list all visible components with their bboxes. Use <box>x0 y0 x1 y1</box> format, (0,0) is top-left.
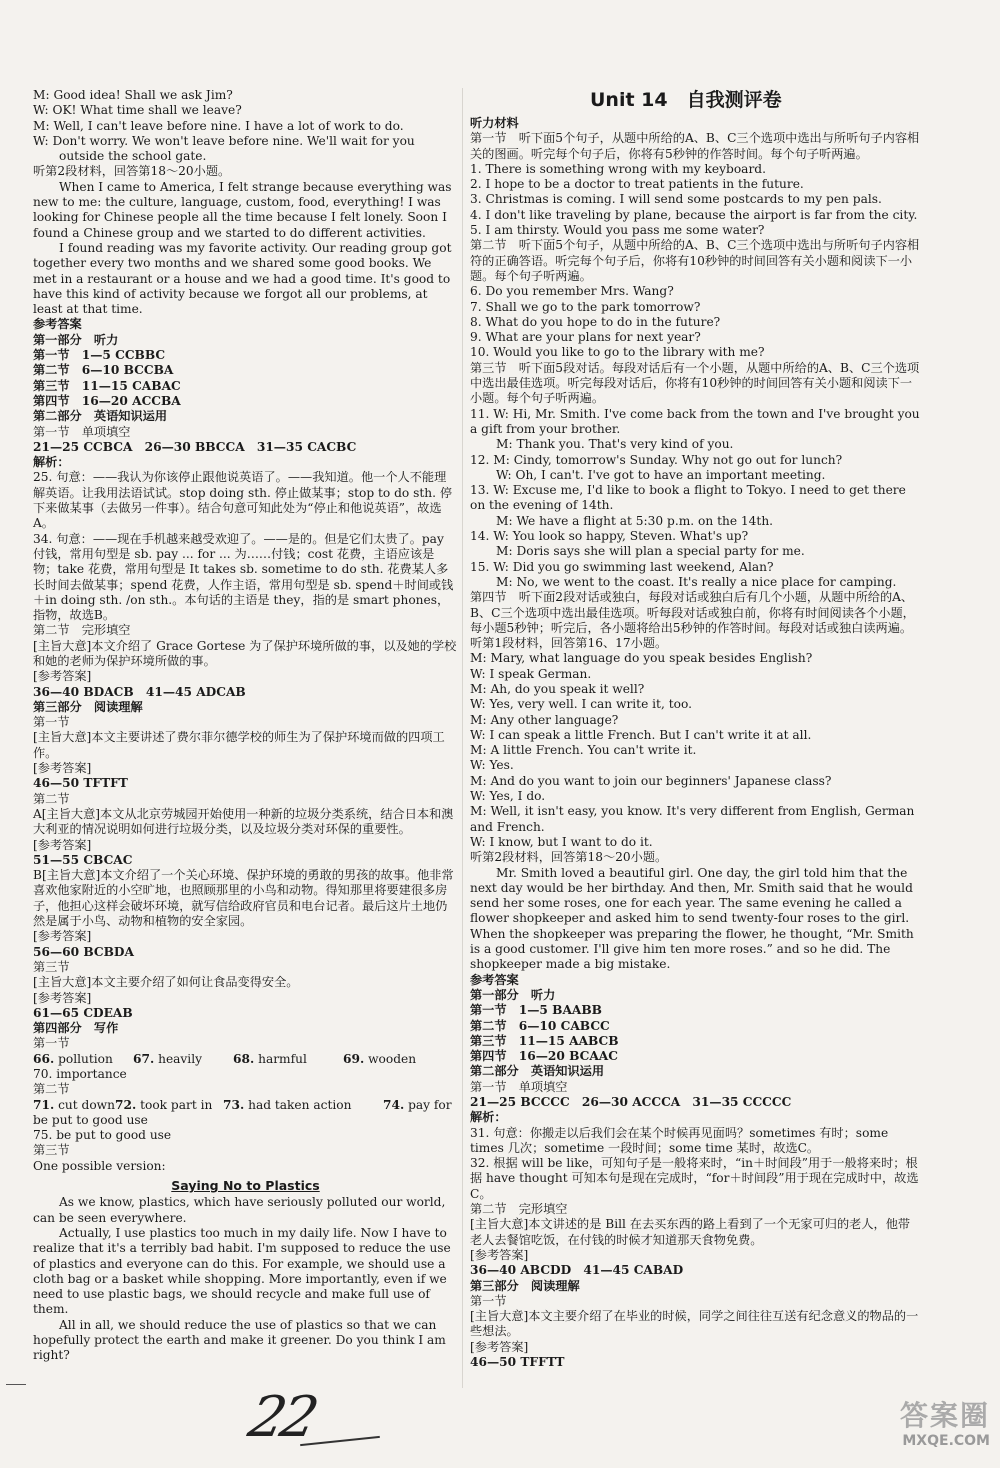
right-column <box>470 88 922 1370</box>
part-heading: 第一部分 听力 <box>470 987 556 1002</box>
section-instructions: 第二节 听下面5个句子，从题中所给的A、B、C三个选项中选出与所听句子内容相符的正确答语。听完每个句子后，你将有10秒钟的时间回答有关小题和阅读下一小题。每个句子听两遍。 <box>470 238 920 283</box>
dialog-line: 13. W: Excuse me, I'd like to book a flight to Tokyo. I need to get there on the evening of 14th. <box>470 483 906 513</box>
dialog-line: W: Yes, very well. I can write it, too. <box>470 697 692 712</box>
dialog-line: 15. W: Did you go swimming last weekend, Alan? <box>470 559 774 574</box>
left-column <box>33 88 458 1364</box>
dialog-line: M: No, we went to the coast. It's really a nice place for camping. <box>496 574 897 589</box>
dialog-line: M: Thank you. That's very kind of you. <box>496 437 734 452</box>
cloze-answers: 36—40 BDACB 41—45 ADCAB <box>33 684 246 699</box>
analysis-label: 解析： <box>470 1110 507 1125</box>
question-sentence: 1. There is something wrong with my keyboard. <box>470 161 766 176</box>
listening-answer-row: 第四节 16—20 BCAAC <box>470 1049 618 1064</box>
answers-title: 参考答案 <box>33 317 82 332</box>
phrase-answer: 75. be put to good use <box>33 1128 172 1143</box>
watermark-logo-text: 答案圈 <box>899 1399 990 1432</box>
question-sentence: 8. What do you hope to do in the future? <box>470 314 721 329</box>
listening-answer-row: 第三节 11—15 AABCB <box>470 1033 619 1048</box>
dialog-line: 12. M: Cindy, tomorrow's Sunday. Why not go out for lunch? <box>470 452 843 467</box>
dialog-line: W: Yes. <box>470 758 514 773</box>
part-heading: 第二部分 英语知识运用 <box>33 409 168 424</box>
reading-answers: 56—60 BCBDA <box>33 944 134 959</box>
single-choice-answers: 21—25 CCBCA 26—30 BBCCA 31—35 CACBC <box>33 439 357 454</box>
question-sentence: 9. What are your plans for next year? <box>470 330 701 345</box>
dialog-line: W: I can speak a little French. But I can't write it at all. <box>470 727 812 742</box>
phrase-answers-row: 71. cut down72. took part in 73. had taken action 74. pay for <box>33 1097 452 1112</box>
dialog-line: W: Don't worry. We won't leave before nine. We'll wait for you <box>33 133 415 148</box>
word-answers-row: 66. pollution 67. heavily 68. harmful 69. wooden <box>33 1051 417 1066</box>
ref-answer-label: [参考答案] <box>33 837 92 852</box>
ref-answer-label: [参考答案] <box>470 1247 529 1262</box>
analysis-note: 32. 根据 will be like，可知句子是一般将来时，“in＋时间段”用于一般将来时；根据 have thought 可知本句是现在完成时，“for＋时间段”用于现在完成时中，故选C。 <box>470 1156 919 1201</box>
section-heading: 第一节 <box>470 1293 507 1308</box>
gist: [主旨大意]本文讲述的是 Bill 在去买东西的路上看到了一个无家可归的老人，他带老人去餐馆吃饭，在付钱的时候才知道那天食物免费。 <box>470 1217 911 1247</box>
listening-answer-row: 第二节 6—10 BCCBA <box>33 363 174 378</box>
cloze-answers: 36—40 ABCDD 41—45 CABAD <box>470 1263 684 1278</box>
dialog-line: outside the school gate. <box>59 149 207 164</box>
word-answer: 70. importance <box>33 1067 127 1081</box>
question-sentence: 5. I am thirsty. Would you pass me some water? <box>470 223 765 238</box>
ref-answer-label: [参考答案] <box>33 929 92 944</box>
question-sentence: 2. I hope to be a doctor to treat patients in the future. <box>470 177 804 192</box>
dialog-line: M: Ah, do you speak it well? <box>470 681 645 696</box>
essay-title: Saying No to Plastics <box>171 1178 320 1194</box>
reading-answers: 51—55 CBCAC <box>33 852 133 867</box>
question-sentence: 7. Shall we go to the park tomorrow? <box>470 299 701 314</box>
dialog-line: W: OK! What time shall we leave? <box>33 103 242 118</box>
reading-answers: 46—50 TFTFT <box>33 776 128 791</box>
material-intro: 听第1段材料，回答第16、17小题。 <box>470 636 668 651</box>
section-heading: 第一节 单项填空 <box>33 424 131 439</box>
margin-dash <box>6 1384 26 1385</box>
dialog-line: W: I know, but I want to do it. <box>470 834 653 849</box>
ref-answer-label: [参考答案] <box>470 1339 529 1354</box>
watermark-url: MXQE.COM <box>902 1433 990 1449</box>
ref-answer-label: [参考答案] <box>33 990 92 1005</box>
gist: [主旨大意]本文主要讲述了费尔菲尔德学校的师生为了保护环境而做的四项工作。 <box>33 730 445 760</box>
handwritten-page-number: 22 <box>243 1385 321 1450</box>
dialog-line: M: Doris says she will plan a special party for me. <box>496 544 805 559</box>
dialog-line: M: Well, it isn't easy, you know. It's very different from English, German and French. <box>470 804 915 834</box>
section-heading: 第三节 <box>33 959 70 974</box>
section-heading: 第二节 完形填空 <box>470 1202 568 1217</box>
question-sentence: 10. Would you like to go to the library with me? <box>470 345 765 360</box>
dialog-line: M: And do you want to join our beginners' Japanese class? <box>470 773 832 788</box>
gist: [主旨大意]本文主要介绍了如何让食品变得安全。 <box>33 975 299 990</box>
dialog-line: W: I speak German. <box>470 666 592 681</box>
part-heading: 第四部分 写作 <box>33 1021 119 1036</box>
handwritten-underline <box>300 1436 380 1446</box>
material-intro: 听第2段材料，回答第18～20小题。 <box>33 164 231 179</box>
essay-paragraph: Actually, I use plastics too much in my daily life. Now I have to realize that it's a terribly bad habit. I'm supposed to reduce the use of plastics and everyone can do this. For example, we should use a cloth bag or a basket while shopping. More importantly, even if we need to use plastic bags, we should recycle and make full use of them. <box>33 1225 451 1317</box>
listening-answer-row: 第一节 1—5 CCBBC <box>33 348 166 363</box>
reading-answers: 46—50 TFFTT <box>470 1355 565 1370</box>
essay-paragraph: As we know, plastics, which have seriously polluted our world, can be seen everywhere. <box>33 1195 446 1225</box>
question-sentence: 6. Do you remember Mrs. Wang? <box>470 284 674 299</box>
single-choice-answers: 21—25 BCCCC 26—30 ACCCA 31—35 CCCCC <box>470 1095 792 1109</box>
gist: B[主旨大意]本文介绍了一个关心环境、保护环境的勇敢的男孩的故事。他非常喜欢他家附近的小空旷地，也照顾那里的小鸟和动物。得知那里将要建很多房子，他担心这样会破坏环境，就写信给政府官员和电台记者。最后这片土地仍然是属于小鸟、动物和植物的安全家园。 <box>33 868 454 929</box>
dialog-line: M: A little French. You can't write it. <box>470 743 697 758</box>
ref-answer-label: [参考答案] <box>33 761 92 776</box>
essay-paragraph: All in all, we should reduce the use of plastics so that we can hopefully protect the earth and make it greener. Do you think I am right? <box>33 1317 446 1363</box>
reading-answers: 61—65 CDEAB <box>33 1005 133 1020</box>
analysis-note: 25. 句意：——我认为你该停止跟他说英语了。——我知道。他一个人不能理解英语。让我用法语试试。stop doing sth. 停止做某事；stop to do sth. 停下来做某事（去做另一件事）。结合句意可知此处为“停止和他说英语”，故选A。 <box>33 470 453 531</box>
gist: [主旨大意]本文介绍了 Grace Gortese 为了保护环境所做的事，以及她的学校和她的老师为保护环境所做的事。 <box>33 638 457 668</box>
section-heading: 第二节 <box>33 791 70 806</box>
answers-title: 参考答案 <box>470 972 519 987</box>
section-heading: 第一节 <box>33 715 70 730</box>
section-heading: 第二节 完形填空 <box>33 623 131 638</box>
dialog-line: M: Good idea! Shall we ask Jim? <box>33 88 233 102</box>
passage-paragraph: When I came to America, I felt strange because everything was new to me: the culture, language, custom, food, everything! I was looking for Chinese people all the time because I felt lonely. Soon I found a Chinese group and we started to do different activities. <box>33 179 452 240</box>
unit-title: Unit 14 自我测评卷 <box>590 89 782 111</box>
listening-answer-row: 第三节 11—15 CABAC <box>33 378 181 393</box>
dialog-line: W: Oh, I can't. I've got to have an important meeting. <box>496 467 826 482</box>
listening-material-heading: 听力材料 <box>470 116 519 130</box>
ref-answer-label: [参考答案] <box>33 669 92 684</box>
gist: A[主旨大意]本文从北京劳城园开始使用一种新的垃圾分类系统，结合日本和澳大利亚的情况说明如何进行垃圾分类，以及垃圾分类对环保的重要性。 <box>33 806 454 837</box>
material-intro: 听第2段材料，回答第18～20小题。 <box>470 850 668 865</box>
part-heading: 第一部分 听力 <box>33 332 119 347</box>
section-heading: 第二节 <box>33 1082 70 1097</box>
part-heading: 第三部分 阅读理解 <box>33 699 143 714</box>
dialog-line: M: Any other language? <box>470 712 619 727</box>
dialog-line: M: Well, I can't leave before nine. I have a lot of work to do. <box>33 118 404 133</box>
section-heading: 第一节 单项填空 <box>470 1079 568 1094</box>
listening-answer-row: 第一节 1—5 BAABB <box>470 1003 602 1018</box>
analysis-note: 31. 句意：你搬走以后我们会在某个时候再见面吗？sometimes 有时；some times 几次；sometime 一段时间；some time 某时，故选C。 <box>470 1125 889 1155</box>
section-heading: 第三节 <box>33 1143 70 1158</box>
one-possible-version: One possible version: <box>33 1158 166 1173</box>
analysis-note: 34. 句意：——现在手机越来越受欢迎了。——是的。但是它们太贵了。pay 付钱，常用句型是 sb. pay ... for ... 为……付钱；cost 花费，主语应该是物；take 花费，常用句型是 It takes sb. sometime to do sth. 花费某人多长时间去做某事；spend 花费，人作主语，常用句型是 sb. spend＋时间或钱＋in doing sth. /on sth.。本句话的主语是 they，指的是 smart phones，指物，故选B。 <box>33 531 454 623</box>
section-instructions: 第一节 听下面5个句子，从题中所给的A、B、C三个选项中选出与所听句子内容相关的图画。听完每个句子后，你将有5秒钟的作答时间。每个句子听两遍。 <box>470 131 920 161</box>
gist: [主旨大意]本文主要介绍了在毕业的时候，同学之间往往互送有纪念意义的物品的一些想法。 <box>470 1309 919 1339</box>
question-sentence: 4. I don't like traveling by plane, because the airport is far from the city. <box>470 207 918 222</box>
listening-answer-row: 第二节 6—10 CABCC <box>470 1018 610 1033</box>
section-instructions: 第三节 听下面5段对话。每段对话后有一个小题，从题中所给的A、B、C三个选项中选出最佳选项。听完每段对话后，你将有10秒钟的时间回答有关小题和阅读下一小题。每个句子听两遍。 <box>470 360 920 406</box>
dialog-line: 11. W: Hi, Mr. Smith. I've come back from the town and I've brought you a gift from your brother. <box>470 406 920 436</box>
passage-paragraph: I found reading was my favorite activity. Our reading group got together every two months and we shared some good books. We met in a restaurant or a house and we had a good time. It's good to have this kind of activity because we forgot all our problems, at least at that time. <box>33 240 452 317</box>
dialog-line: 14. W: You look so happy, Steven. What's up? <box>470 529 749 544</box>
question-sentence: 3. Christmas is coming. I will send some postcards to my pen pals. <box>470 192 882 207</box>
dialog-line: W: Yes, I do. <box>470 789 546 804</box>
story-paragraph: Mr. Smith loved a beautiful girl. One day, the girl told him that the next day would be her birthday. And then, Mr. Smith said that he would send her some roses, one for each year. The same evening he called a flower shopkeeper and asked him to send twenty-four roses to the girl. When the shopkeeper was preparing the flower, he thought, “Mr. Smith is a good customer. I'll give him ten more roses.” and so he did. The shopkeeper made a big mistake. <box>470 865 914 972</box>
section-instructions: 第四节 听下面2段对话或独白，每段对话或独白后有几个小题，从题中所给的A、B、C三个选项中选出最佳选项。听每段对话或独白前，你将有时间阅读各个小题，每小题5秒钟；听完后，各小题将给出5秒钟的作答时间。每段对话或独白读两遍。 <box>470 590 915 635</box>
part-heading: 第二部分 英语知识运用 <box>470 1064 605 1079</box>
phrase-answer: be put to good use <box>33 1112 148 1127</box>
site-watermark <box>840 1400 990 1460</box>
analysis-label: 解析： <box>33 455 70 470</box>
column-divider <box>462 88 463 1388</box>
listening-answer-row: 第四节 16—20 ACCBA <box>33 393 181 408</box>
dialog-line: M: Mary, what language do you speak besides English? <box>470 651 813 666</box>
section-heading: 第一节 <box>33 1036 70 1051</box>
dialog-line: M: We have a flight at 5:30 p.m. on the 14th. <box>496 513 774 528</box>
part-heading: 第三部分 阅读理解 <box>470 1278 580 1293</box>
